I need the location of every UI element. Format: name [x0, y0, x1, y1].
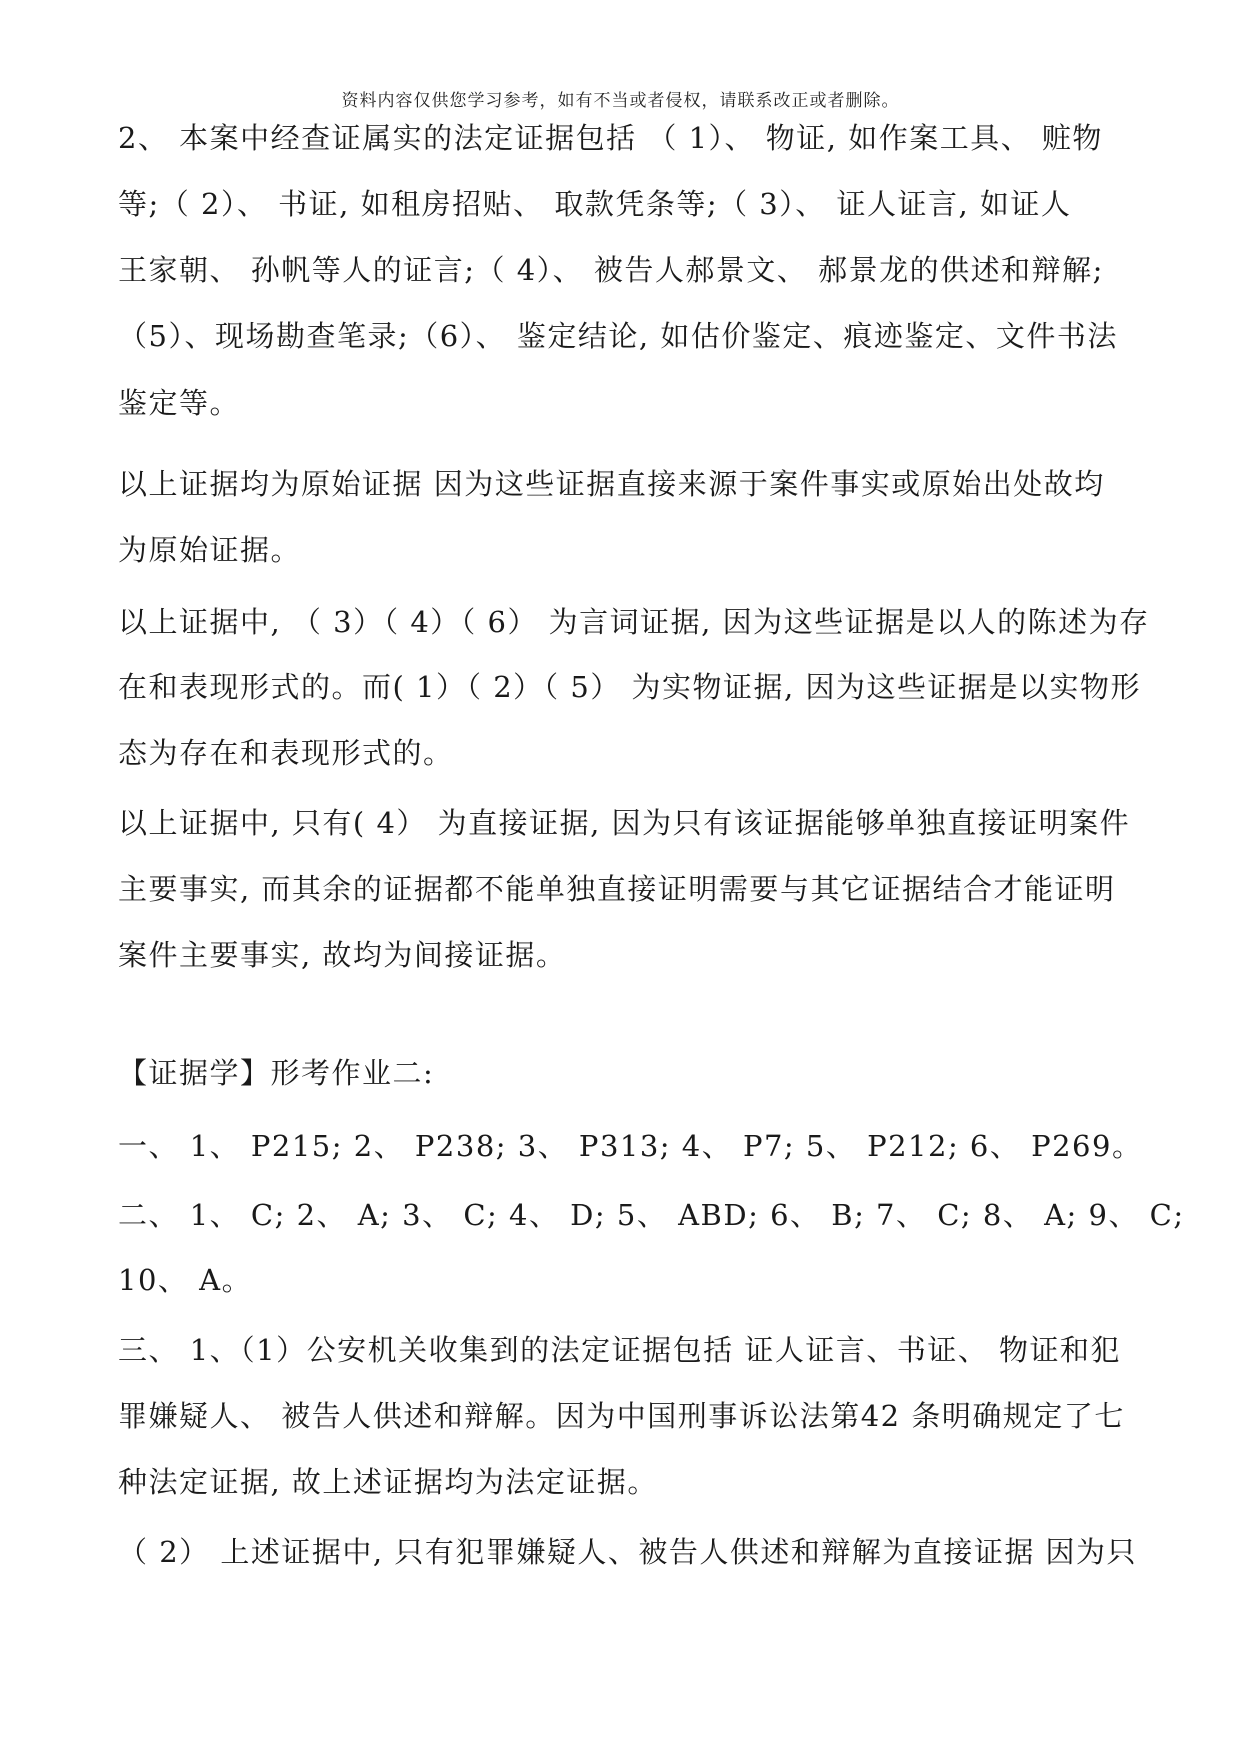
text-line: （5）、现场勘查笔录;（6）、 鉴定结论, 如估价鉴定、痕迹鉴定、文件书法 — [118, 319, 1118, 353]
text-line: 以上证据中, 只有( 4） 为直接证据, 因为只有该证据能够单独直接证明案件 — [118, 806, 1131, 840]
page-header-note: 资料内容仅供您学习参考，如有不当或者侵权，请联系改正或者删除。 — [341, 91, 900, 111]
text-line: 种法定证据, 故上述证据均为法定证据。 — [118, 1465, 658, 1499]
text-line: 等;（ 2）、 书证, 如租房招贴、 取款凭条等;（ 3）、 证人证言, 如证人 — [118, 187, 1072, 221]
text-line: 2、 本案中经查证属实的法定证据包括 （ 1）、 物证, 如作案工具、 赃物 — [118, 121, 1103, 155]
text-line: （ 2） 上述证据中, 只有犯罪嫌疑人、被告人供述和辩解为直接证据 因为只 — [118, 1535, 1138, 1569]
answer-line: 一、 1、 P215; 2、 P238; 3、 P313; 4、 P7; 5、 P212; 6、 P269。 — [118, 1129, 1143, 1163]
text-line: 以上证据均为原始证据 因为这些证据直接来源于案件事实或原始出处故均 — [118, 467, 1105, 501]
text-line: 罪嫌疑人、 被告人供述和辩解。因为中国刑事诉讼法第42 条明确规定了七 — [118, 1399, 1125, 1433]
text-line: 主要事实, 而其余的证据都不能单独直接证明需要与其它证据结合才能证明 — [118, 872, 1116, 906]
text-line: 态为存在和表现形式的。 — [118, 736, 454, 770]
text-line: 在和表现形式的。而( 1）（ 2）（ 5） 为实物证据, 因为这些证据是以实物形 — [118, 670, 1141, 704]
text-line: 以上证据中, （ 3）（ 4）（ 6） 为言词证据, 因为这些证据是以人的陈述为存 — [118, 605, 1150, 639]
text-line: 鉴定等。 — [118, 386, 241, 420]
answer-line: 10、 A。 — [118, 1263, 253, 1297]
text-line: 王家朝、 孙帆等人的证言;（ 4）、 被告人郝景文、 郝景龙的供述和辩解; — [118, 253, 1104, 287]
text-line: 三、 1、（1）公安机关收集到的法定证据包括 证人证言、书证、 物证和犯 — [118, 1333, 1122, 1367]
text-line: 案件主要事实, 故均为间接证据。 — [118, 938, 567, 972]
answer-line: 二、 1、 C; 2、 A; 3、 C; 4、 D; 5、 ABD; 6、 B; 7、 C; 8、 A; 9、 C; — [118, 1198, 1185, 1232]
section-heading: 【证据学】形考作业二: — [118, 1056, 435, 1090]
text-line: 为原始证据。 — [118, 533, 302, 567]
